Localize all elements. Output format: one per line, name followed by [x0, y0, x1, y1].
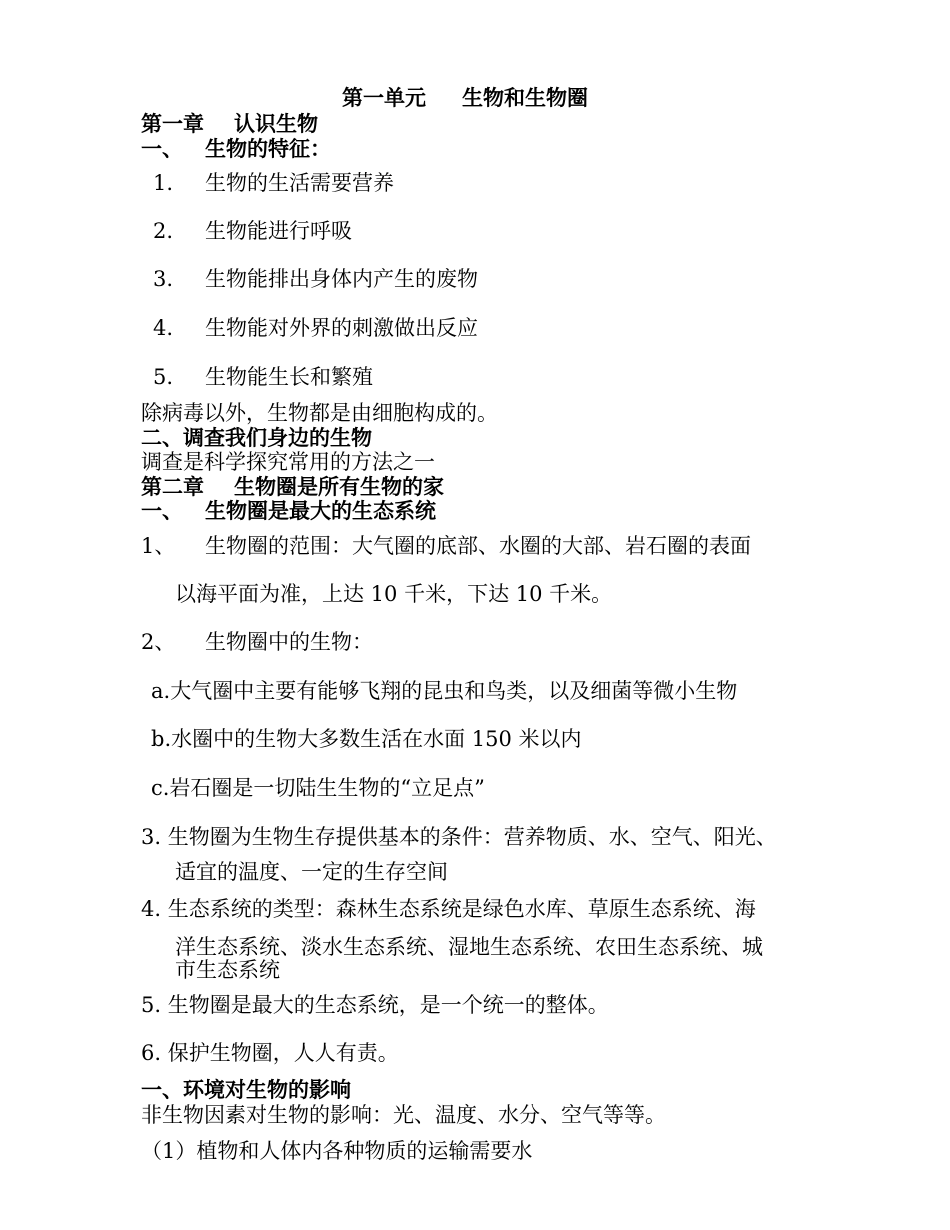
survey-note: 调查是科学探究常用的方法之一: [141, 450, 435, 474]
feature-item: [153, 269, 478, 290]
item4-line1: 4. 生态系统的类型：森林生态系统是绿色水库、草原生态系统、海: [141, 897, 756, 921]
item2-number: 2、: [141, 630, 176, 654]
chapter2-label: 第二章: [141, 475, 204, 499]
item5: 5. 生物圈是最大的生态系统，是一个统一的整体。: [141, 993, 609, 1017]
item1-text: 生物圈的范围：大气圈的底部、水圈的大部、岩石圈的表面: [205, 534, 751, 558]
item3-line2: 适宜的温度、一定的生存空间: [175, 860, 448, 884]
unit-title-part2: 生物和生物圈: [462, 86, 588, 110]
sub-item: a.大气圈中主要有能够飞翔的昆虫和鸟类，以及细菌等微小生物: [151, 679, 738, 703]
feature-number: 4.: [153, 316, 174, 340]
unit-title-part1: 第一单元: [342, 86, 426, 110]
section3-heading: [141, 501, 436, 522]
chapter1-heading: [141, 114, 318, 135]
feature-text: 生物能排出身体内产生的废物: [205, 267, 478, 291]
item3-line1: 3. 生物圈为生物生存提供基本的条件：营养物质、水、空气、阳光、: [141, 825, 777, 849]
item1-number: 1、: [141, 534, 176, 558]
item6: 6. 保护生物圈，人人有责。: [141, 1041, 399, 1065]
section1-heading: [141, 139, 331, 160]
feature-text: 生物的生活需要营养: [205, 171, 394, 195]
chapter1-name: 认识生物: [234, 112, 318, 136]
list-item: [141, 536, 751, 557]
feature-text: 生物能生长和繁殖: [205, 365, 373, 389]
section2-heading: 二、调查我们身边的生物: [141, 426, 372, 450]
section3-text: 生物圈是最大的生态系统: [205, 499, 436, 523]
section4-heading: 一、环境对生物的影响: [141, 1078, 351, 1102]
item4-line2: 洋生态系统、淡水生态系统、湿地生态系统、农田生态系统、城: [175, 935, 763, 959]
feature-number: 5.: [153, 365, 174, 389]
sub-item: c.岩石圈是一切陆生生物的“立足点”: [151, 776, 485, 800]
feature-number: 2.: [153, 219, 174, 243]
item1-continuation: 以海平面为准，上达 10 千米，下达 10 千米。: [175, 582, 613, 606]
chapter1-label: 第一章: [141, 112, 204, 136]
list-item: [141, 632, 373, 653]
feature-item: [153, 318, 478, 339]
section1-number: 一、: [141, 137, 183, 161]
feature-item: [153, 173, 394, 194]
abiotic-note: 非生物因素对生物的影响：光、温度、水分、空气等等。: [141, 1103, 666, 1127]
feature-text: 生物能对外界的刺激做出反应: [205, 316, 478, 340]
chapter2-name: 生物圈是所有生物的家: [234, 475, 444, 499]
section3-number: 一、: [141, 499, 183, 523]
section1-text: 生物的特征：: [205, 137, 331, 161]
chapter2-heading: [141, 477, 444, 498]
unit-title: [342, 88, 588, 109]
virus-note: 除病毒以外，生物都是由细胞构成的。: [141, 401, 498, 425]
item2-text: 生物圈中的生物：: [205, 630, 373, 654]
feature-item: [153, 221, 352, 242]
feature-text: 生物能进行呼吸: [205, 219, 352, 243]
item4-line3: 市生态系统: [175, 958, 280, 982]
feature-number: 1.: [153, 171, 174, 195]
feature-number: 3.: [153, 267, 174, 291]
water-note: （1）植物和人体内各种物质的运输需要水: [141, 1139, 533, 1163]
feature-item: [153, 367, 373, 388]
sub-item: b.水圈中的生物大多数生活在水面 150 米以内: [151, 727, 582, 751]
